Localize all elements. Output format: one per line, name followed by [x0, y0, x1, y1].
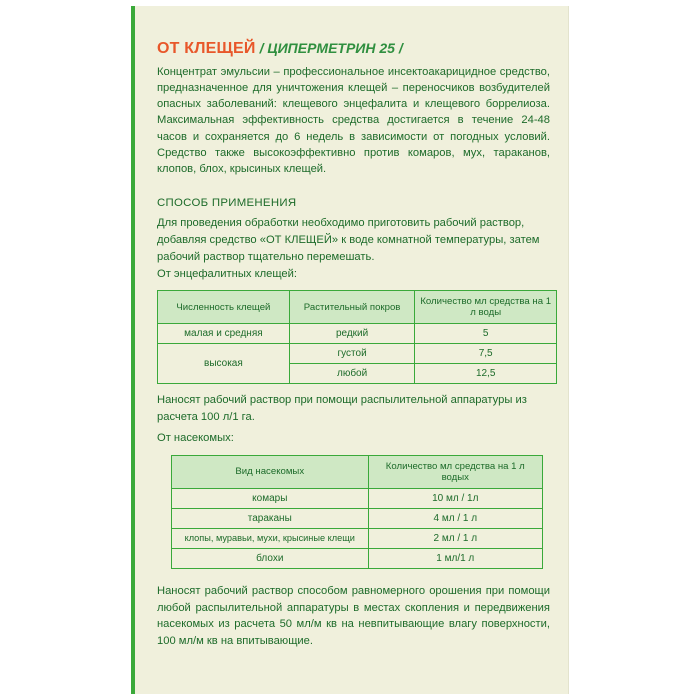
insects-header-dose: Количество мл средства на 1 л водых — [368, 455, 542, 488]
usage-paragraph: Для проведения обработки необходимо приготовить рабочий раствор, добавляя средство «ОТ КЛЕЩЕЙ» к воде комнатной температуры, затем рабочий раствор тщательно перемешать. — [157, 217, 540, 263]
product-label-card — [131, 6, 569, 694]
insects-row-3-dose: 1 мл/1 л — [368, 548, 542, 568]
insects-header-type: Вид насекомых — [172, 455, 369, 488]
insects-row-0-type: комары — [172, 488, 369, 508]
ticks-row-0-vegetation: редкий — [289, 324, 415, 344]
ticks-row-1-vegetation: густой — [289, 344, 415, 364]
table-row — [172, 488, 543, 508]
ticks-header-dose: Количество мл средства на 1 л воды — [415, 291, 557, 324]
ticks-dosage-table — [157, 290, 557, 384]
label-content — [153, 40, 550, 684]
ticks-row-0-count: малая и средняя — [158, 324, 290, 344]
table-row — [172, 548, 543, 568]
ticks-header-vegetation: Растительный покров — [289, 291, 415, 324]
product-title-main: ОТ КЛЕЩЕЙ — [157, 40, 256, 57]
insects-table-caption: От насекомых: — [157, 432, 234, 445]
insects-row-1-type: тараканы — [172, 508, 369, 528]
ticks-row-2-dose: 12,5 — [415, 364, 557, 384]
ticks-table-caption: От энцефалитных клещей: — [157, 267, 298, 280]
insects-row-1-dose: 4 мл / 1 л — [368, 508, 542, 528]
insects-row-0-dose: 10 мл / 1л — [368, 488, 542, 508]
mid-paragraph: Наносят рабочий раствор при помощи распылительной аппаратуры из расчета 100 л/1 га. — [157, 394, 527, 424]
ticks-row-1-count: высокая — [158, 344, 290, 384]
table-header-row — [172, 455, 543, 488]
table-row — [158, 344, 557, 364]
table-row — [172, 528, 543, 548]
table-row — [172, 508, 543, 528]
product-title-sub: / ЦИПЕРМЕТРИН 25 / — [259, 40, 403, 56]
intro-paragraph: Концентрат эмульсии – профессиональное инсектоакарицидное средство, предназначенное для уничтожения клещей – переносчиков возбудителей опасных заболеваний: клещевого энцефалита и клещевого боррелиоза. Максимальная эффективность средства достигается в течение 24-48 часов и сохраняется до 6 недель в зависимости от погодных условий. Средство также высокоэффективно против комаров, мух, тараканов, клопов, блох, крысиных клещей. — [157, 65, 550, 175]
usage-section-heading: СПОСОБ ПРИМЕНЕНИЯ — [157, 197, 297, 210]
final-paragraph: Наносят рабочий раствор способом равномерного орошения при помощи любой распылительной аппаратуры в местах скопления и передвижения насекомых из расчета 50 мл/м кв на невпитывающие влагу поверхности, 100 мл/м кв на впитывающие. — [157, 584, 550, 648]
ticks-row-0-dose: 5 — [415, 324, 557, 344]
ticks-row-1-dose: 7,5 — [415, 344, 557, 364]
insects-row-3-type: блохи — [172, 548, 369, 568]
product-title — [157, 40, 550, 58]
ticks-header-count: Численность клещей — [158, 291, 290, 324]
insects-dosage-table — [171, 455, 543, 569]
ticks-row-2-vegetation: любой — [289, 364, 415, 384]
table-row — [158, 324, 557, 344]
insects-row-2-type: клопы, муравьи, мухи, крысиные клещи — [172, 528, 369, 548]
table-header-row — [158, 291, 557, 324]
insects-row-2-dose: 2 мл / 1 л — [368, 528, 542, 548]
